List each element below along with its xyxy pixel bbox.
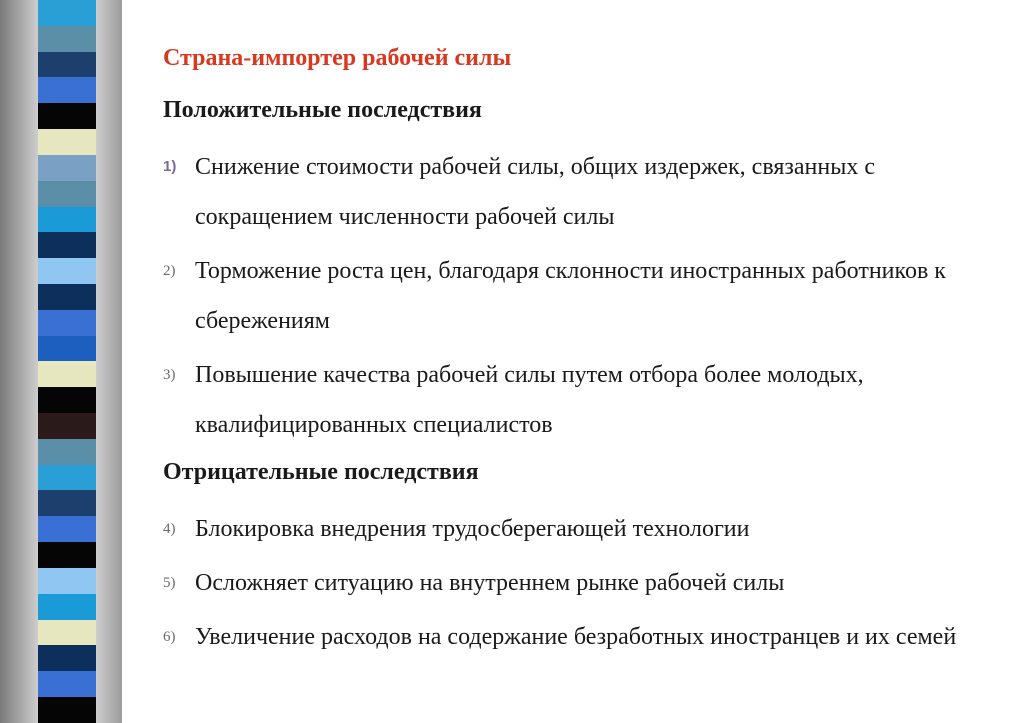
stripe-segment xyxy=(38,490,96,516)
stripe-segment xyxy=(38,284,96,310)
slide-content xyxy=(163,38,1003,666)
stripe-segment xyxy=(38,52,96,78)
item-number: 1) xyxy=(163,158,177,175)
list-item xyxy=(163,350,1003,450)
stripe-segment xyxy=(38,129,96,155)
stripe-segment xyxy=(38,516,96,542)
item-text: Повышение качества рабочей силы путем отбора более молодых, квалифицированных специалистов xyxy=(195,362,864,438)
item-text: Снижение стоимости рабочей силы, общих издержек, связанных с сокращением численности рабочей силы xyxy=(195,154,875,230)
stripe-segment xyxy=(38,620,96,646)
stripe-segment xyxy=(38,542,96,568)
item-text: Торможение роста цен, благодаря склонности иностранных работников к сбережениям xyxy=(195,258,946,334)
stripe-segment xyxy=(38,0,96,26)
list-item xyxy=(163,504,1003,554)
list-item xyxy=(163,142,1003,242)
stripe-segment xyxy=(38,645,96,671)
stripe-segment xyxy=(38,310,96,336)
stripe-segment xyxy=(38,671,96,697)
item-text: Осложняет ситуацию на внутреннем рынке рабочей силы xyxy=(195,570,785,596)
item-number: 4) xyxy=(163,521,176,537)
item-number: 5) xyxy=(163,575,176,591)
list-item xyxy=(163,246,1003,346)
list-item xyxy=(163,558,1003,608)
list-item xyxy=(163,612,1003,662)
item-number: 2) xyxy=(163,263,176,279)
stripe-segment xyxy=(38,361,96,387)
stripe-segment xyxy=(38,207,96,233)
stripe-segment xyxy=(38,26,96,52)
negative-heading: Отрицательные последствия xyxy=(163,459,479,485)
decorative-stripe-band xyxy=(38,0,96,723)
stripe-segment xyxy=(38,413,96,439)
stripe-segment xyxy=(38,258,96,284)
stripe-segment xyxy=(38,336,96,362)
stripe-segment xyxy=(38,103,96,129)
stripe-segment xyxy=(38,439,96,465)
positive-heading: Положительные последствия xyxy=(163,97,482,123)
stripe-segment xyxy=(38,232,96,258)
item-number: 3) xyxy=(163,367,176,383)
stripe-segment xyxy=(38,697,96,723)
stripe-segment xyxy=(38,181,96,207)
item-text: Увеличение расходов на содержание безработных иностранцев и их семей xyxy=(195,624,957,650)
stripe-segment xyxy=(38,594,96,620)
item-text: Блокировка внедрения трудосберегающей технологии xyxy=(195,516,750,542)
stripe-segment xyxy=(38,155,96,181)
slide-title: Страна-импортер рабочей силы xyxy=(163,45,512,71)
stripe-segment xyxy=(38,465,96,491)
item-number: 6) xyxy=(163,629,176,645)
stripe-segment xyxy=(38,77,96,103)
stripe-segment xyxy=(38,387,96,413)
stripe-segment xyxy=(38,568,96,594)
